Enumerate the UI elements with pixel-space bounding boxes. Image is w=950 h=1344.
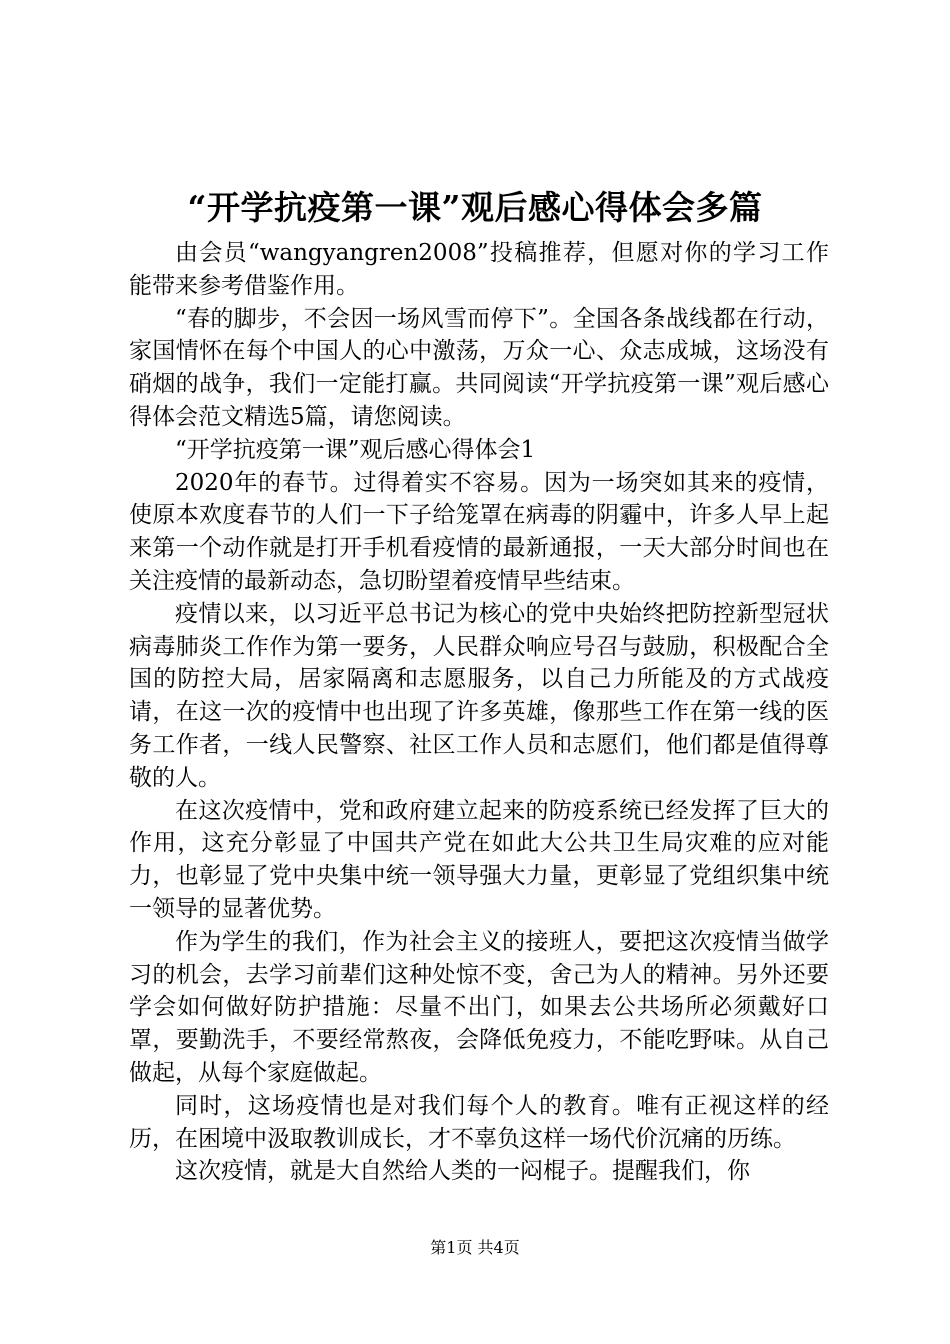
- paragraph: 这次疫情，就是大自然给人类的一闷棍子。提醒我们，你: [175, 1158, 750, 1185]
- page-number-footer: 第1页 共4页: [430, 1238, 520, 1257]
- paragraph: 2020年的春节。过得着实不容易。因为一场突如其来的疫情，使原本欢度春节的人们一下子给笼罩在病毒的阴霾中，许多人早上起来第一个动作就是打开手机看疫情的最新通报，一天大部分时间也在关注疫情的最新动态，急切盼望着疫情早些结束。: [129, 469, 829, 594]
- paragraph: 同时，这场疫情也是对我们每个人的教育。唯有正视这样的经历，在困境中汲取教训成长，才不辜负这样一场代价沉痛的历练。: [129, 1092, 829, 1152]
- paragraph: 作为学生的我们，作为社会主义的接班人，要把这次疫情当做学习的机会，去学习前辈们这种处惊不变，舍己为人的精神。另外还要学会如何做好防护措施：尽量不出门，如果去公共场所必须戴好口罩，要勤洗手，不要经常熬夜，会降低免疫力，不能吃野味。从自己做起，从每个家庭做起。: [129, 928, 829, 1086]
- document-title: “开学抗疫第一课”观后感心得体会多篇: [187, 188, 763, 227]
- paragraph: 在这次疫情中，党和政府建立起来的防疫系统已经发挥了巨大的作用，这充分彰显了中国共产党在如此大公共卫生局灾难的应对能力，也彰显了党中央集中统一领导强大力量，更彰显了党组织集中统一领导的显著优势。: [129, 797, 829, 922]
- paragraph-preface: “春的脚步，不会因一场风雪而停下”。全国各条战线都在行动，家国情怀在每个中国人的心中激荡，万众一心、众志成城，这场没有硝烟的战争，我们一定能打赢。共同阅读“开学抗疫第一课”观后感心得体会范文精选5篇，请您阅读。: [129, 305, 829, 430]
- document-body: [129, 237, 829, 1188]
- paragraph-intro: 由会员“wangyangren2008”投稿推荐，但愿对你的学习工作能带来参考借鉴作用。: [129, 240, 829, 299]
- paragraph: 疫情以来，以习近平总书记为核心的党中央始终把防控新型冠状病毒肺炎工作作为第一要务，人民群众响应号召与鼓励，积极配合全国的防控大局，居家隔离和志愿服务，以自己力所能及的方式战疫请，在这一次的疫情中也出现了许多英雄，像那些工作在第一线的医务工作者，一线人民警察、社区工作人员和志愿们，他们都是值得尊敬的人。: [129, 600, 829, 791]
- section-heading: “开学抗疫第一课”观后感心得体会1: [175, 436, 536, 463]
